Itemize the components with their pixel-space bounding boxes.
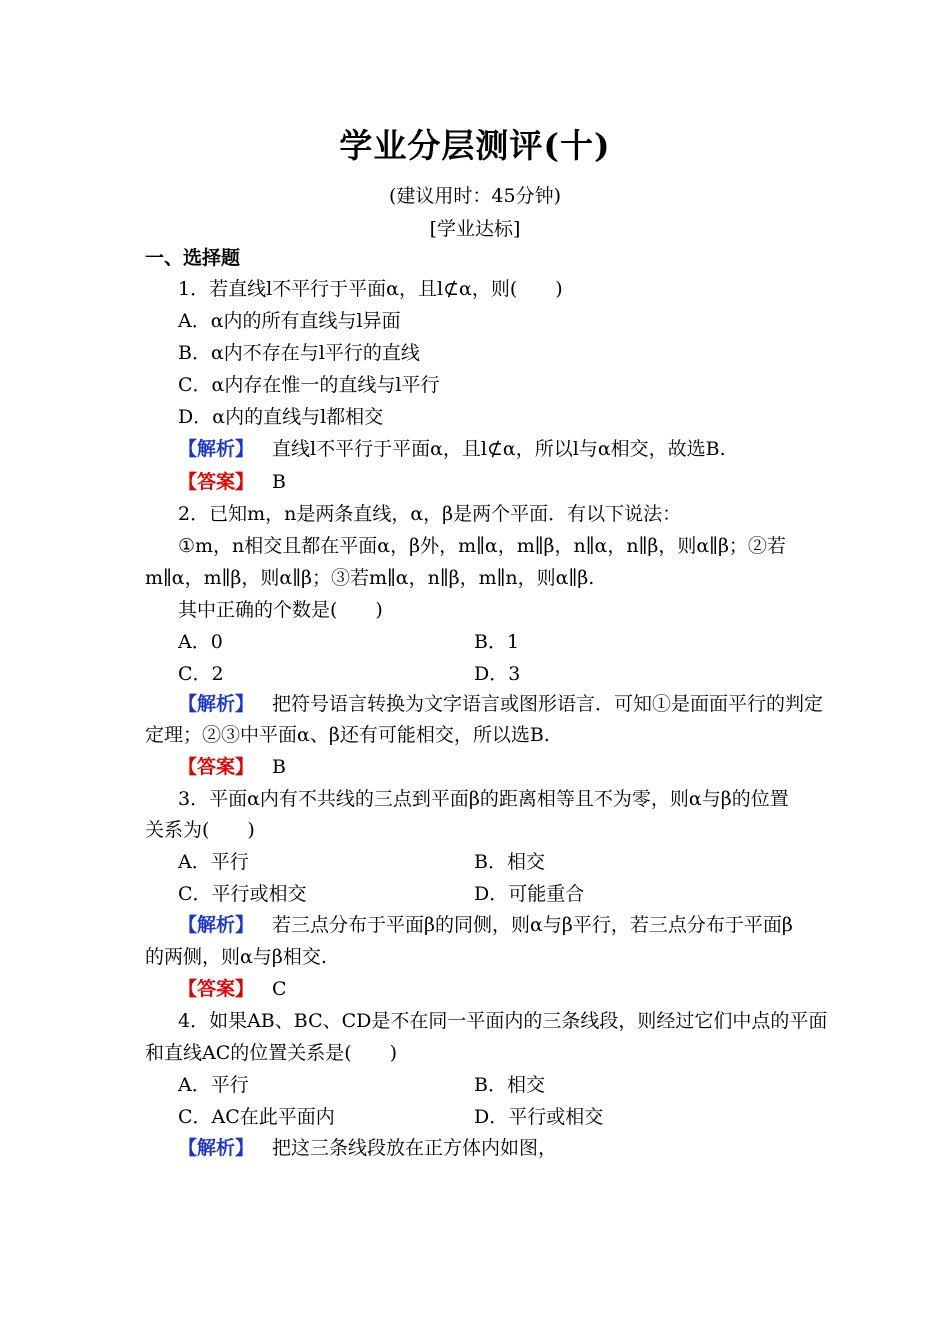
- q2-statement-2: m∥α，m∥β，则α∥β；③若m∥α，n∥β，m∥n，则α∥β.: [145, 567, 595, 589]
- q3-analysis: [178, 913, 793, 937]
- q4-option-a: A．平行: [178, 1074, 249, 1096]
- q4-option-d: D．平行或相交: [474, 1106, 604, 1128]
- q3-option-d: D．可能重合: [474, 883, 585, 905]
- q1-stem: 1．若直线l不平行于平面α，且l⊄α，则( ): [178, 278, 563, 300]
- answer-tag: 【答案】: [178, 978, 255, 1000]
- q2-stem: 2．已知m，n是两条直线，α，β是两个平面．有以下说法：: [178, 503, 682, 525]
- analysis-tag: 【解析】: [178, 1137, 255, 1159]
- analysis-tag: 【解析】: [178, 438, 255, 460]
- q4-option-b: B．相交: [474, 1074, 545, 1096]
- q2-option-c: C．2: [178, 663, 224, 685]
- q4-analysis: [178, 1136, 557, 1160]
- page-title: 学业分层测评(十): [339, 126, 611, 165]
- q2-analysis-text-1: 把符号语言转换为文字语言或图形语言．可知①是面面平行的判定: [272, 693, 824, 715]
- analysis-tag: 【解析】: [178, 693, 255, 715]
- q3-analysis-text-1: 若三点分布于平面β的同侧，则α与β平行，若三点分布于平面β: [272, 914, 793, 936]
- q4-stem-1: 4．如果AB、BC、CD是不在同一平面内的三条线段，则经过它们中点的平面: [178, 1010, 828, 1032]
- q2-analysis: [178, 692, 823, 716]
- q4-option-c: C．AC在此平面内: [178, 1106, 335, 1128]
- q1-option-a: A．α内的所有直线与l异面: [178, 310, 401, 332]
- time-note: (建议用时：45分钟): [388, 185, 561, 207]
- q3-answer: [178, 977, 287, 1001]
- q1-analysis: [178, 437, 726, 461]
- q2-answer: [178, 755, 286, 779]
- q2-ask: 其中正确的个数是( ): [178, 599, 383, 621]
- q1-answer: [178, 470, 286, 494]
- answer-tag: 【答案】: [178, 756, 255, 778]
- q3-answer-value: C: [272, 978, 287, 1000]
- q4-stem-2: 和直线AC的位置关系是( ): [145, 1042, 398, 1064]
- q3-stem-1: 3．平面α内有不共线的三点到平面β的距离相等且不为零，则α与β的位置: [178, 788, 789, 810]
- answer-tag: 【答案】: [178, 471, 255, 493]
- q1-answer-value: B: [272, 471, 286, 493]
- analysis-tag: 【解析】: [178, 914, 255, 936]
- q1-option-c: C．α内存在惟一的直线与l平行: [178, 374, 440, 396]
- q1-analysis-text: 直线l不平行于平面α，且l⊄α，所以l与α相交，故选B.: [272, 438, 726, 460]
- q2-analysis-text-2: 定理；②③中平面α、β还有可能相交，所以选B.: [145, 724, 550, 746]
- q3-stem-2: 关系为( ): [145, 819, 255, 841]
- q1-option-b: B．α内不存在与l平行的直线: [178, 342, 420, 364]
- level-label: [学业达标]: [429, 218, 521, 240]
- q2-option-a: A．0: [178, 631, 223, 653]
- q3-option-b: B．相交: [474, 851, 545, 873]
- section-heading: 一、选择题: [145, 247, 241, 269]
- q3-option-a: A．平行: [178, 851, 249, 873]
- q4-analysis-text: 把这三条线段放在正方体内如图，: [272, 1137, 558, 1159]
- q2-statement-1: ①m，n相交且都在平面α，β外，m∥α，m∥β，n∥α，n∥β，则α∥β；②若: [178, 535, 786, 557]
- q3-option-c: C．平行或相交: [178, 883, 307, 905]
- q2-option-b: B．1: [474, 631, 520, 653]
- q2-option-d: D．3: [474, 663, 521, 685]
- q2-answer-value: B: [272, 756, 286, 778]
- q1-option-d: D．α内的直线与l都相交: [178, 406, 384, 428]
- q3-analysis-text-2: 的两侧，则α与β相交.: [145, 946, 327, 968]
